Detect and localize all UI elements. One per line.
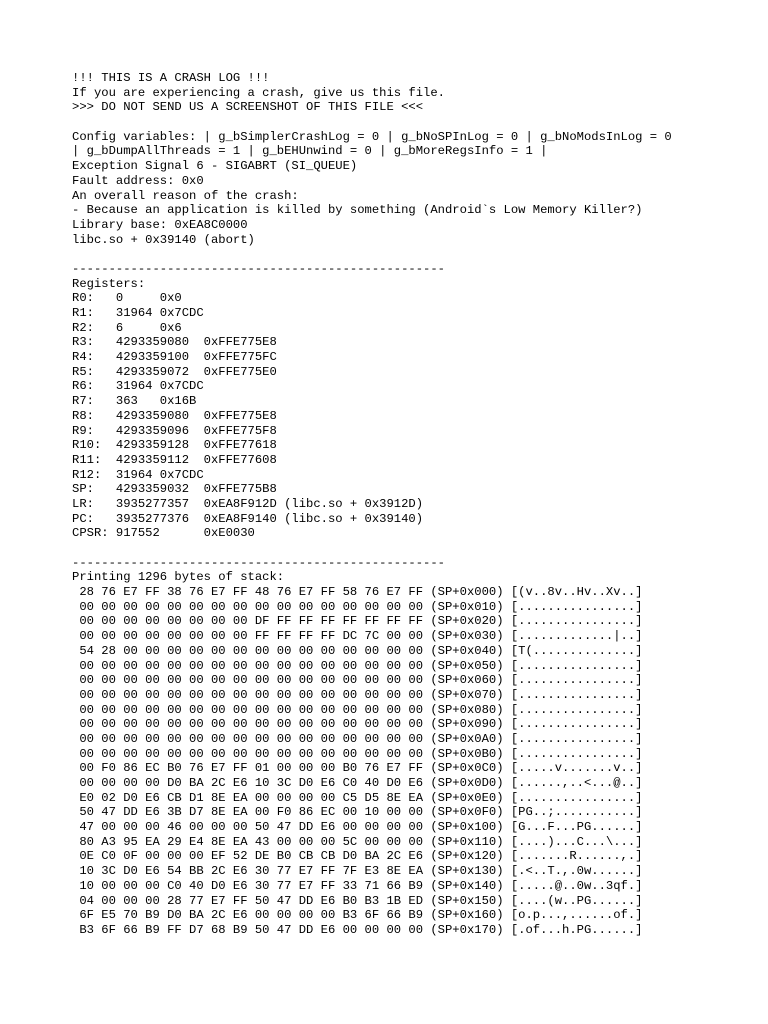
config-variables-line: | g_bDumpAllThreads = 1 | g_bEHUnwind = 0 | g_bMoreRegsInfo = 1 | bbox=[72, 144, 548, 159]
stack-dump-line: 04 00 00 00 28 77 E7 FF 50 47 DD E6 B0 B3 1B ED (SP+0x150) [....(w..PG......] bbox=[72, 893, 643, 908]
stack-dump-line: 00 00 00 00 00 00 00 00 DF FF FF FF FF FF FF FF (SP+0x020) [................] bbox=[72, 614, 643, 629]
register-line: R3: 4293359080 0xFFE775E8 bbox=[72, 335, 277, 350]
register-line: CPSR: 917552 0xE0030 bbox=[72, 526, 255, 541]
config-variables-line: Config variables: | g_bSimplerCrashLog = 0 | g_bNoSPInLog = 0 | g_bNoModsInLog = 0 bbox=[72, 129, 672, 144]
register-line: PC: 3935277376 0xEA8F9140 (libc.so + 0x39140) bbox=[72, 511, 424, 526]
stack-heading: Printing 1296 bytes of stack: bbox=[72, 570, 285, 585]
register-line: R7: 363 0x16B bbox=[72, 394, 197, 409]
blank-line bbox=[72, 541, 762, 556]
crash-reason-heading: An overall reason of the crash: bbox=[72, 188, 299, 203]
stack-dump-line: 10 3C D0 E6 54 BB 2C E6 30 77 E7 FF 7F E3 8E EA (SP+0x130) [.<..T.,.0w......] bbox=[72, 864, 643, 879]
register-line: R5: 4293359072 0xFFE775E0 bbox=[72, 364, 277, 379]
stack-dump-line: 80 A3 95 EA 29 E4 8E EA 43 00 00 00 5C 00 00 00 (SP+0x110) [....)...C...\...] bbox=[72, 834, 643, 849]
register-line: R11: 4293359112 0xFFE77608 bbox=[72, 452, 277, 467]
stack-dump-line: E0 02 D0 E6 CB D1 8E EA 00 00 00 00 C5 D5 8E EA (SP+0x0E0) [................] bbox=[72, 790, 643, 805]
register-line: R4: 4293359100 0xFFE775FC bbox=[72, 350, 277, 365]
log-instruction: If you are experiencing a crash, give us this file. bbox=[72, 85, 445, 100]
stack-dump-line: B3 6F 66 B9 FF D7 68 B9 50 47 DD E6 00 00 00 00 (SP+0x170) [.of...h.PG......] bbox=[72, 922, 643, 937]
blank-line bbox=[72, 115, 762, 130]
crash-reason: - Because an application is killed by something (Android`s Low Memory Killer?) bbox=[72, 203, 643, 218]
stack-dump-line: 0E C0 0F 00 00 00 EF 52 DE B0 CB CB D0 BA 2C E6 (SP+0x120) [.......R......,.] bbox=[72, 849, 643, 864]
register-line: R1: 31964 0x7CDC bbox=[72, 306, 204, 320]
stack-dump-line: 00 00 00 00 00 00 00 00 00 00 00 00 00 00 00 00 (SP+0x010) [................] bbox=[72, 599, 643, 614]
stack-dump-line: 00 00 00 00 00 00 00 00 00 00 00 00 00 00 00 00 (SP+0x050) [................] bbox=[72, 658, 643, 673]
stack-dump-line: 00 00 00 00 00 00 00 00 FF FF FF FF DC 7C 00 00 (SP+0x030) [.............|..] bbox=[72, 629, 643, 644]
register-line: R9: 4293359096 0xFFE775F8 bbox=[72, 423, 277, 438]
register-line: R2: 6 0x6 bbox=[72, 320, 182, 335]
registers-separator: --------------------------------------------------- bbox=[72, 261, 445, 276]
stack-dump-line: 00 00 00 00 00 00 00 00 00 00 00 00 00 00 00 00 (SP+0x060) [................] bbox=[72, 673, 643, 688]
stack-dump-line: 00 00 00 00 D0 BA 2C E6 10 3C D0 E6 C0 40 D0 E6 (SP+0x0D0) [......,..<...@..] bbox=[72, 776, 643, 790]
stack-dump-line: 00 F0 86 EC B0 76 E7 FF 01 00 00 00 B0 76 E7 FF (SP+0x0C0) [.....v.......v..] bbox=[72, 761, 643, 776]
stack-dump-line: 47 00 00 00 46 00 00 00 50 47 DD E6 00 00 00 00 (SP+0x100) [G...F...PG......] bbox=[72, 820, 643, 835]
stack-dump-line: 50 47 DD E6 3B D7 8E EA 00 F0 86 EC 00 10 00 00 (SP+0x0F0) [PG..;...........] bbox=[72, 805, 643, 820]
register-line: R10: 4293359128 0xFFE77618 bbox=[72, 438, 277, 453]
stack-dump-line: 6F E5 70 B9 D0 BA 2C E6 00 00 00 00 B3 6F 66 B9 (SP+0x160) [o.p...,......of.] bbox=[72, 908, 643, 923]
stack-separator: --------------------------------------------------- bbox=[72, 555, 445, 570]
stack-dump-line: 00 00 00 00 00 00 00 00 00 00 00 00 00 00 00 00 (SP+0x0B0) [................] bbox=[72, 746, 643, 761]
stack-dump-line: 00 00 00 00 00 00 00 00 00 00 00 00 00 00 00 00 (SP+0x080) [................] bbox=[72, 702, 643, 717]
register-line: R0: 0 0x0 bbox=[72, 291, 182, 306]
fault-address: Fault address: 0x0 bbox=[72, 173, 204, 188]
stack-dump-line: 00 00 00 00 00 00 00 00 00 00 00 00 00 00 00 00 (SP+0x0A0) [................] bbox=[72, 731, 643, 746]
crash-location: libc.so + 0x39140 (abort) bbox=[72, 232, 255, 247]
log-warning: >>> DO NOT SEND US A SCREENSHOT OF THIS FILE <<< bbox=[72, 100, 424, 115]
register-line: R8: 4293359080 0xFFE775E8 bbox=[72, 408, 277, 423]
crash-log-document bbox=[72, 71, 762, 938]
log-title: !!! THIS IS A CRASH LOG !!! bbox=[72, 71, 270, 85]
stack-dump-line: 00 00 00 00 00 00 00 00 00 00 00 00 00 00 00 00 (SP+0x090) [................] bbox=[72, 717, 643, 732]
library-base: Library base: 0xEA8C0000 bbox=[72, 217, 248, 232]
register-line: R12: 31964 0x7CDC bbox=[72, 467, 204, 482]
registers-heading: Registers: bbox=[72, 276, 146, 291]
stack-dump-line: 10 00 00 00 C0 40 D0 E6 30 77 E7 FF 33 71 66 B9 (SP+0x140) [.....@..0w..3qf.] bbox=[72, 878, 643, 893]
stack-dump-line: 54 28 00 00 00 00 00 00 00 00 00 00 00 00 00 00 (SP+0x040) [T(..............] bbox=[72, 643, 643, 658]
register-line: R6: 31964 0x7CDC bbox=[72, 379, 204, 394]
exception-signal: Exception Signal 6 - SIGABRT (SI_QUEUE) bbox=[72, 159, 358, 174]
blank-line bbox=[72, 247, 762, 262]
stack-dump-line: 28 76 E7 FF 38 76 E7 FF 48 76 E7 FF 58 76 E7 FF (SP+0x000) [(v..8v..Hv..Xv..] bbox=[72, 585, 643, 600]
register-line: SP: 4293359032 0xFFE775B8 bbox=[72, 482, 277, 497]
stack-dump-line: 00 00 00 00 00 00 00 00 00 00 00 00 00 00 00 00 (SP+0x070) [................] bbox=[72, 687, 643, 702]
register-line: LR: 3935277357 0xEA8F912D (libc.so + 0x3912D) bbox=[72, 496, 424, 511]
